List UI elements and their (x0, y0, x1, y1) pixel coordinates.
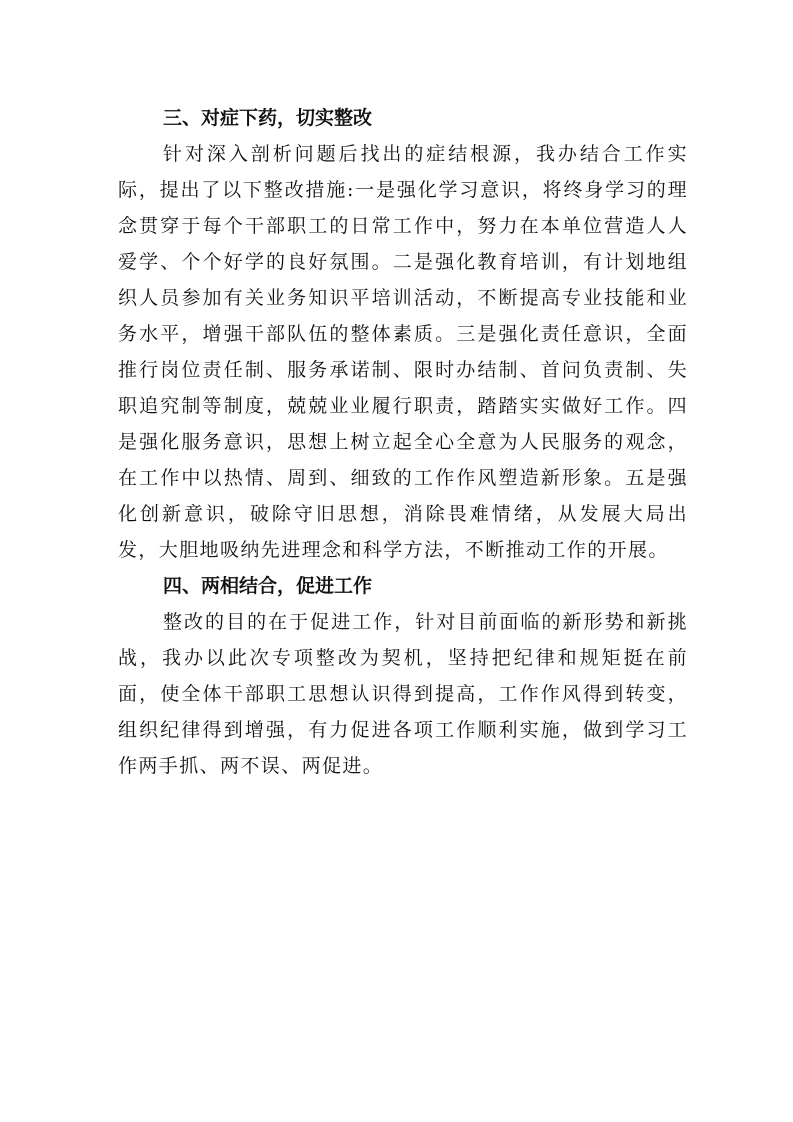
document-page (118, 100, 688, 784)
section-paragraph-4: 整改的目的在于促进工作，针对目前面临的新形势和新挑战，我办以此次专项整改为契机，坚持把纪律和规矩挺在前面，使全体干部职工思想认识得到提高，工作作风得到转变，组织纪律得到增强，有力促进各项工作顺利实施，做到学习工作两手抓、两不误、两促进。 (118, 611, 688, 777)
section-heading-4: 四、两相结合，促进工作 (163, 575, 373, 597)
section-paragraph-3: 针对深入剖析问题后找出的症结根源，我办结合工作实际，提出了以下整改措施:一是强化学习意识，将终身学习的理念贯穿于每个干部职工的日常工作中，努力在本单位营造人人爱学、个个好学的良好氛围。二是强化教育培训，有计划地组织人员参加有关业务知识平培训活动，不断提高专业技能和业务水平，增强干部队伍的整体素质。三是强化责任意识，全面推行岗位责任制、服务承诺制、限时办结制、首问负责制、失职追究制等制度，兢兢业业履行职责，踏踏实实做好工作。四是强化服务意识，思想上树立起全心全意为人民服务的观念，在工作中以热情、周到、细致的工作作风塑造新形象。五是强化创新意识，破除守旧思想，消除畏难情绪，从发展大局出发，大胆地吸纳先进理念和科学方法，不断推动工作的开展。 (118, 143, 688, 561)
section-heading-3: 三、对症下药，切实整改 (163, 107, 373, 129)
